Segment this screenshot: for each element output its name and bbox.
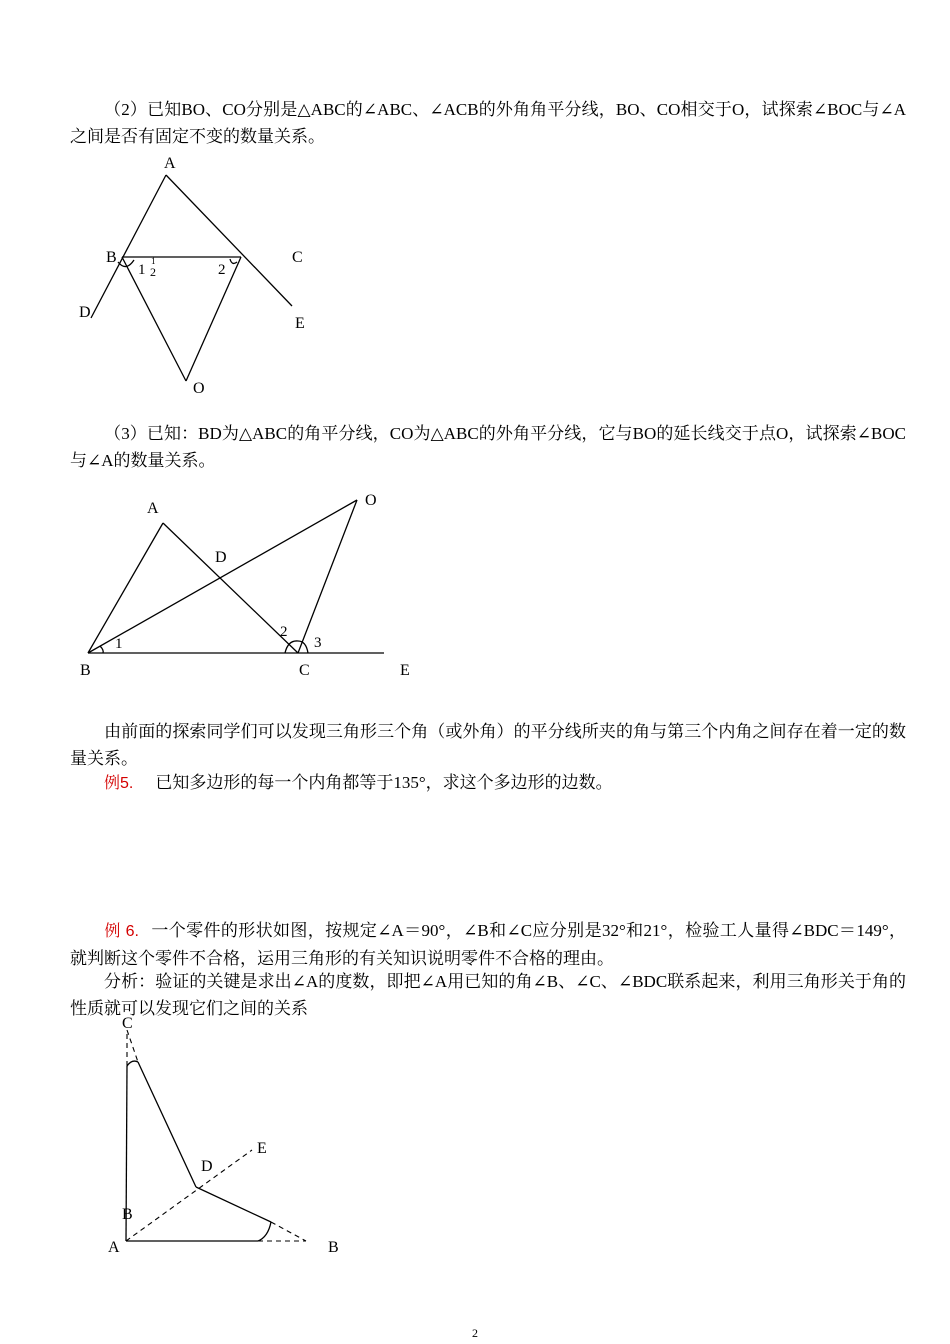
label-E: E xyxy=(295,315,305,332)
corner-C xyxy=(127,1061,138,1066)
label-E: E xyxy=(400,662,410,679)
label-A: A xyxy=(108,1239,120,1256)
example-5-text: 已知多边形的每一个内角都等于135°，求这个多边形的边数。 xyxy=(155,773,613,792)
example-5-label: 例5. xyxy=(104,775,134,792)
label-C: C xyxy=(292,249,303,266)
label-D: D xyxy=(201,1158,213,1175)
label-angle-2: 2 xyxy=(218,262,226,278)
label-O: O xyxy=(193,380,205,397)
label-B: B xyxy=(328,1239,339,1256)
line-D-B xyxy=(196,1187,271,1222)
question-2-text: （2）已知BO、CO分别是△ABC的∠ABC、∠ACB的外角角平分线，BO、CO相交于O，试探索∠BOC与∠A之间是否有固定不变的数量关系。 xyxy=(70,100,906,146)
label-C: C xyxy=(299,662,310,679)
dashed-B-corner xyxy=(271,1222,306,1241)
label-B: B xyxy=(106,249,117,266)
label-D: D xyxy=(215,549,227,566)
label-small-1: 1 xyxy=(151,256,156,266)
label-angle-1: 1 xyxy=(115,636,123,652)
summary-text: 由前面的探索同学们可以发现三角形三个角（或外角）的平分线所夹的角与第三个内角之间存在着一定的数量关系。 xyxy=(70,722,906,768)
label-A: A xyxy=(147,500,159,517)
label-C: C xyxy=(122,1015,133,1032)
analysis-text: 分析：验证的关键是求出∠A的度数，即把∠A用已知的角∠B、∠C、∠BDC联系起来，利用三角形关于角的性质就可以发现它们之间的关系 xyxy=(70,972,906,1018)
label-A: A xyxy=(164,155,176,172)
label-B-upper: B xyxy=(122,1206,133,1223)
example-6-text: 一个零件的形状如图，按规定∠A＝90°，∠B和∠C应分别是32°和21°，检验工人量得∠BDC＝149°，就判断这个零件不合格，运用三角形的有关知识说明零件不合格的理由。 xyxy=(70,921,906,968)
label-B: B xyxy=(80,662,91,679)
question-3-text: （3）已知：BD为△ABC的角平分线，CO为△ABC的外角平分线，它与BO的延长线交于点O，试探索∠BOC与∠A的数量关系。 xyxy=(70,424,906,470)
label-E: E xyxy=(257,1140,267,1157)
label-O: O xyxy=(365,492,377,509)
page-number: 2 xyxy=(472,1326,478,1340)
label-angle-1: 1 xyxy=(138,262,146,278)
label-angle-3: 3 xyxy=(314,635,322,651)
dashed-line-A-E xyxy=(126,1150,252,1241)
label-D: D xyxy=(79,304,91,321)
label-angle-2: 2 xyxy=(280,624,288,640)
label-small-2: 2 xyxy=(150,265,156,279)
line-C-D xyxy=(138,1062,196,1187)
example-6-label: 例 6. xyxy=(104,923,139,940)
corner-B xyxy=(258,1222,271,1241)
dashed-C-corner xyxy=(127,1030,138,1062)
